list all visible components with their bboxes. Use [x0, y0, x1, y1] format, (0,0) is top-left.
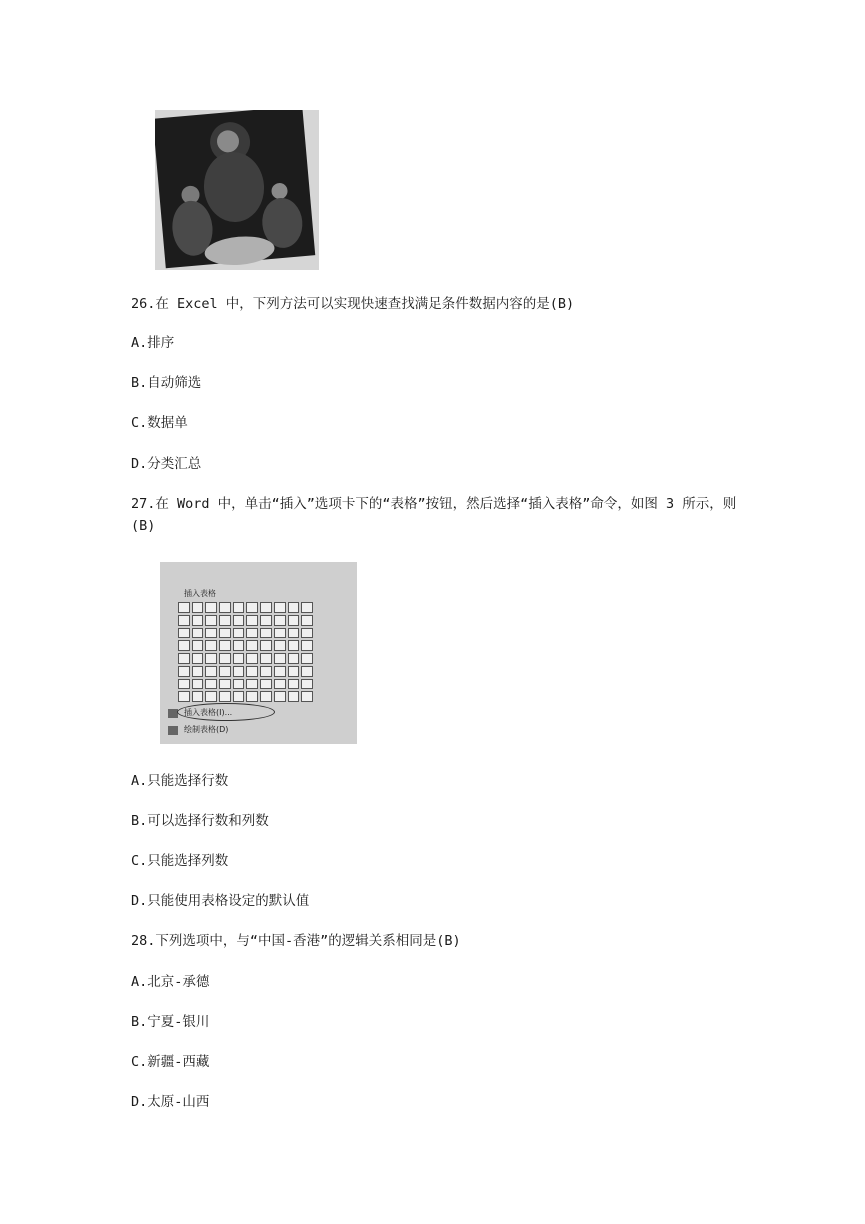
q28-option-d: D.太原-山西 [131, 1094, 210, 1110]
pencil-icon [168, 726, 178, 735]
q28-option-b: B.宁夏-银川 [131, 1014, 210, 1030]
q26-option-b: B.自动筛选 [131, 375, 202, 391]
q28-stem: 28.下列选项中，与“中国-香港”的逻辑关系相同是(B) [131, 933, 461, 949]
q26-option-c: C.数据单 [131, 415, 188, 431]
menu-draw-table: 绘制表格(D) [184, 725, 229, 734]
q27-option-a: A.只能选择行数 [131, 773, 229, 789]
table-grid [178, 602, 313, 702]
q27-option-c: C.只能选择列数 [131, 853, 229, 869]
painting-frame [155, 110, 315, 268]
q26-option-d: D.分类汇总 [131, 456, 202, 472]
painting-image [155, 110, 319, 270]
q26-option-a: A.排序 [131, 335, 175, 351]
insert-table-title: 插入表格 [184, 589, 216, 598]
insert-table-screenshot [160, 562, 357, 744]
q27-option-d: D.只能使用表格设定的默认值 [131, 893, 310, 909]
q27-option-b: B.可以选择行数和列数 [131, 813, 269, 829]
q26-stem: 26.在 Excel 中，下列方法可以实现快速查找满足条件数据内容的是(B) [131, 296, 575, 312]
q28-option-a: A.北京-承德 [131, 974, 210, 990]
q27-stem: 27.在 Word 中，单击“插入”选项卡下的“表格”按钮，然后选择“插入表格”命令，如图 3 所示，则(B) [131, 496, 737, 534]
menu-insert-table: 插入表格(I)... [184, 708, 233, 717]
q28-option-c: C.新疆-西藏 [131, 1054, 210, 1070]
